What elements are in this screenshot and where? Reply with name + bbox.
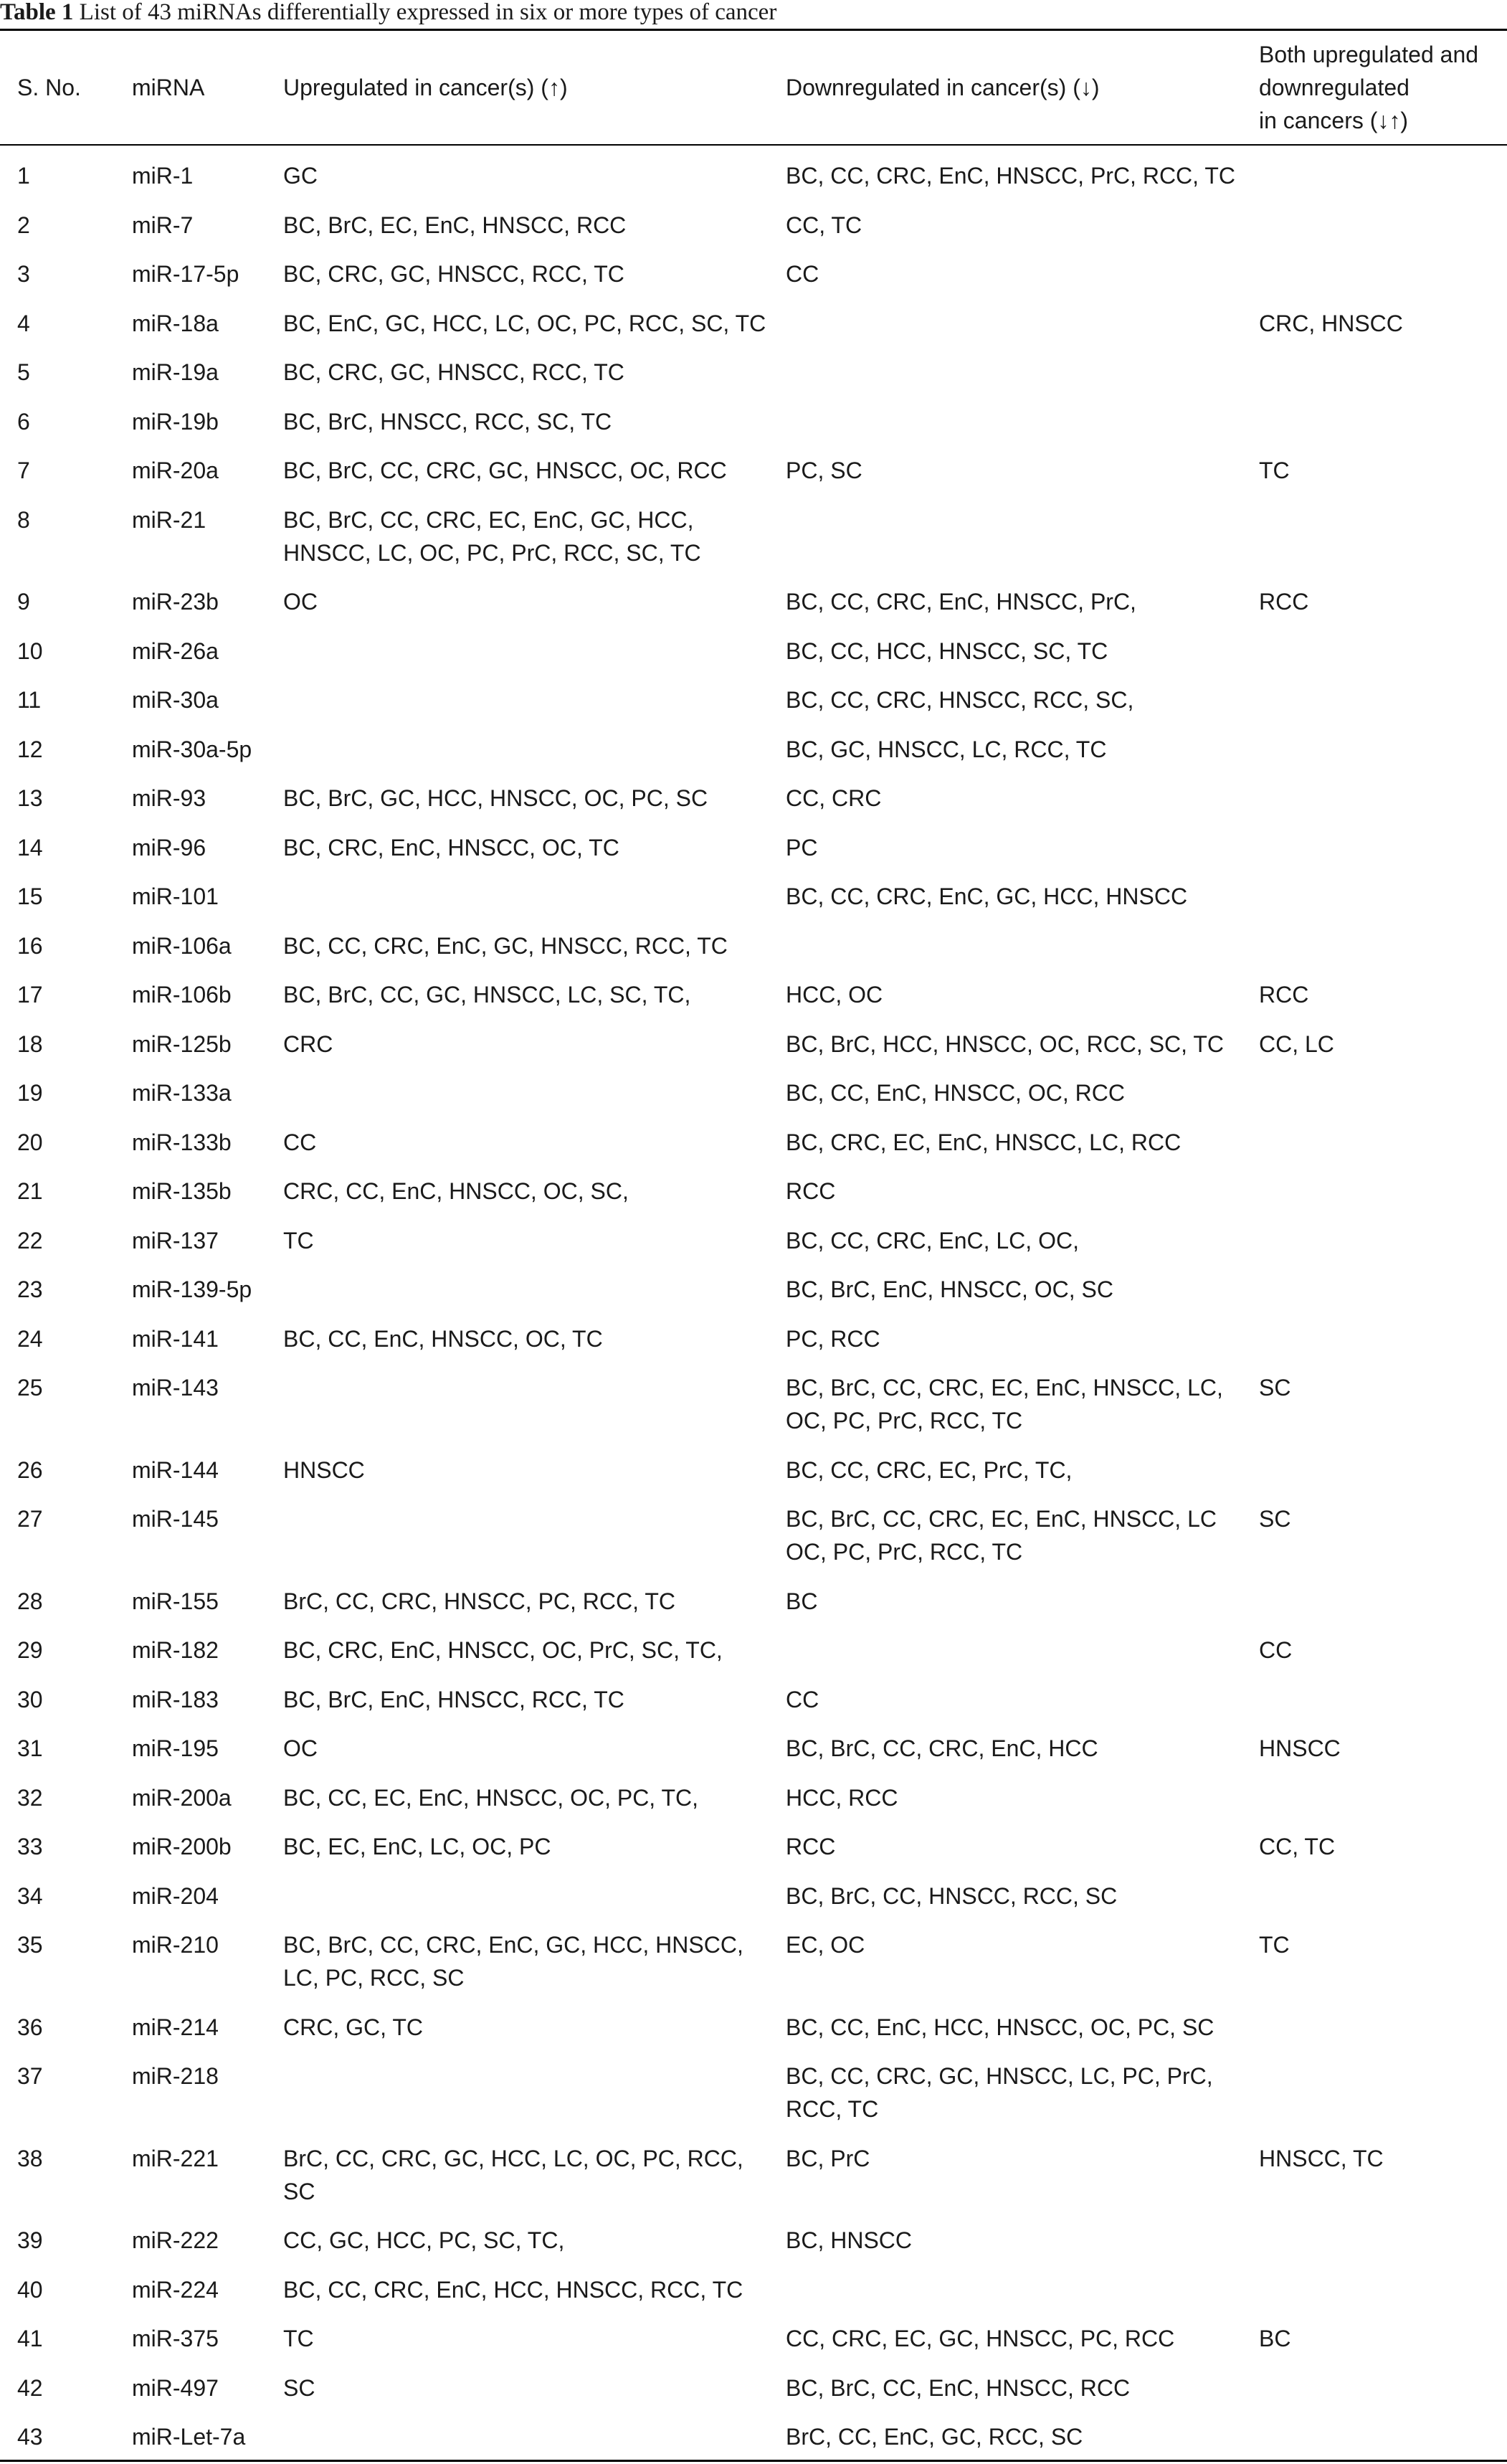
cell-sno: 4 — [17, 310, 30, 336]
cell-sno: 39 — [17, 2227, 43, 2253]
cell-downregulated: BC, BrC, CC, EnC, HNSCC, RCC — [786, 2374, 1131, 2401]
cell-downregulated: PC — [786, 834, 818, 861]
cell-sno: 29 — [17, 1637, 43, 1663]
cell-mirna: miR-204 — [132, 1882, 219, 1909]
cell-sno: 43 — [17, 2424, 43, 2450]
cell-downregulated: BC, CC, EnC, HCC, HNSCC, OC, PC, SC — [786, 2014, 1214, 2040]
cell-sno: 40 — [17, 2276, 43, 2303]
cell-downregulated: BC, CC, CRC, EC, PrC, TC, — [786, 1456, 1073, 1483]
cell-mirna: miR-155 — [132, 1588, 219, 1614]
cell-sno: 38 — [17, 2145, 43, 2171]
cell-sno: 17 — [17, 982, 43, 1008]
cell-sno: 19 — [17, 1080, 43, 1106]
cell-upregulated: BrC, CC, CRC, GC, HCC, LC, OC, PC, RCC, — [283, 2145, 743, 2171]
cell-downregulated: CC, TC — [786, 212, 862, 238]
cell-sno: 22 — [17, 1227, 43, 1254]
cell-upregulated: SC — [283, 2178, 315, 2204]
column-header-both-line: in cancers (↓↑) — [1259, 108, 1409, 133]
cell-downregulated: BC, BrC, CC, CRC, EnC, HCC — [786, 1735, 1098, 1761]
cell-upregulated: BC, CRC, EnC, HNSCC, OC, TC — [283, 834, 619, 861]
cell-downregulated: BC, BrC, CC, HNSCC, RCC, SC — [786, 1882, 1118, 1909]
cell-sno: 25 — [17, 1375, 43, 1401]
cell-mirna: miR-224 — [132, 2276, 219, 2303]
cell-downregulated: BC, CC, CRC, EnC, GC, HCC, HNSCC — [786, 883, 1188, 909]
table-caption-label: Table 1 — [0, 0, 74, 25]
cell-upregulated: CC — [283, 1129, 317, 1155]
cell-downregulated: OC, PC, PrC, RCC, TC — [786, 1539, 1023, 1565]
table-top-rule — [0, 29, 1507, 31]
cell-downregulated: BC, CC, CRC, HNSCC, RCC, SC, — [786, 687, 1134, 713]
cell-sno: 15 — [17, 883, 43, 909]
cell-upregulated: OC — [283, 589, 318, 615]
cell-downregulated: BC, CRC, EC, EnC, HNSCC, LC, RCC — [786, 1129, 1182, 1155]
cell-sno: 11 — [17, 687, 42, 713]
cell-upregulated: BC, EC, EnC, LC, OC, PC — [283, 1834, 551, 1859]
cell-downregulated: BC, CC, CRC, GC, HNSCC, LC, PC, PrC, — [786, 2063, 1213, 2089]
cell-mirna: miR-106b — [132, 982, 232, 1008]
cell-sno: 26 — [17, 1456, 43, 1483]
cell-upregulated: BC, BrC, CC, CRC, EnC, GC, HCC, HNSCC, — [283, 1932, 743, 1958]
cell-upregulated: TC — [283, 2326, 314, 2351]
cell-mirna: miR-101 — [132, 883, 219, 909]
cell-upregulated: BC, BrC, CC, GC, HNSCC, LC, SC, TC, — [283, 982, 691, 1008]
cell-mirna: miR-218 — [132, 2063, 219, 2089]
cell-mirna: miR-221 — [132, 2145, 219, 2171]
cell-sno: 6 — [17, 408, 30, 435]
cell-mirna: miR-23b — [132, 589, 219, 615]
cell-both: SC — [1259, 1506, 1291, 1532]
cell-sno: 24 — [17, 1325, 43, 1352]
cell-upregulated: HNSCC, LC, OC, PC, PrC, RCC, SC, TC — [283, 539, 701, 566]
cell-mirna: miR-144 — [132, 1456, 219, 1483]
cell-upregulated: LC, PC, RCC, SC — [283, 1965, 465, 1991]
cell-both: RCC — [1259, 589, 1309, 615]
cell-downregulated: PC, SC — [786, 458, 862, 483]
column-header-sno: S. No. — [17, 75, 81, 100]
cell-both: RCC — [1259, 982, 1309, 1008]
cell-downregulated: BC, CC, CRC, EnC, HNSCC, PrC, RCC, TC — [786, 163, 1236, 189]
cell-mirna: miR-106a — [132, 932, 232, 959]
cell-mirna: miR-96 — [132, 834, 206, 861]
cell-sno: 23 — [17, 1276, 43, 1302]
cell-mirna: miR-7 — [132, 212, 194, 238]
cell-both: TC — [1259, 458, 1290, 483]
cell-upregulated: BC, BrC, CC, CRC, EC, EnC, GC, HCC, — [283, 506, 694, 533]
cell-upregulated: OC — [283, 1735, 318, 1761]
cell-mirna: miR-137 — [132, 1227, 219, 1254]
column-header-mirna: miRNA — [132, 75, 205, 100]
cell-mirna: miR-30a — [132, 687, 219, 713]
cell-mirna: miR-19a — [132, 359, 219, 385]
table-header-rule — [0, 144, 1507, 146]
cell-sno: 31 — [17, 1735, 43, 1761]
column-header-both — [1259, 38, 1478, 137]
cell-mirna: miR-20a — [132, 458, 219, 483]
cell-mirna: miR-182 — [132, 1637, 219, 1663]
cell-downregulated: BC, HNSCC — [786, 2227, 913, 2253]
cell-mirna: miR-30a-5p — [132, 736, 252, 762]
cell-upregulated: BC, BrC, HNSCC, RCC, SC, TC — [283, 408, 612, 435]
cell-downregulated: CC — [786, 1686, 819, 1712]
cell-upregulated: BC, BrC, CC, CRC, GC, HNSCC, OC, RCC — [283, 458, 727, 483]
cell-upregulated: SC — [283, 2374, 315, 2401]
cell-sno: 16 — [17, 932, 43, 959]
cell-downregulated: BC, PrC — [786, 2145, 870, 2171]
cell-mirna: miR-195 — [132, 1735, 219, 1761]
cell-sno: 30 — [17, 1686, 43, 1712]
cell-mirna: miR-222 — [132, 2227, 219, 2253]
cell-mirna: miR-133a — [132, 1080, 232, 1106]
cell-mirna: miR-183 — [132, 1686, 219, 1712]
cell-upregulated: CRC, CC, EnC, HNSCC, OC, SC, — [283, 1178, 629, 1204]
cell-sno: 28 — [17, 1588, 43, 1614]
cell-upregulated: CRC — [283, 1030, 333, 1057]
table-caption — [0, 0, 776, 27]
cell-mirna: miR-133b — [132, 1129, 232, 1155]
cell-downregulated: BC, BrC, CC, CRC, EC, EnC, HNSCC, LC — [786, 1506, 1217, 1532]
column-header-both-line: downregulated — [1259, 75, 1409, 100]
cell-sno: 8 — [17, 506, 30, 533]
cell-upregulated: BC, CC, EnC, HNSCC, OC, TC — [283, 1325, 603, 1352]
cell-mirna: miR-19b — [132, 408, 219, 435]
cell-upregulated: BC, CRC, GC, HNSCC, RCC, TC — [283, 261, 624, 287]
cell-sno: 34 — [17, 1882, 43, 1909]
cell-downregulated: PC, RCC — [786, 1325, 880, 1352]
cell-downregulated: HCC, RCC — [786, 1784, 898, 1811]
cell-upregulated: BC, CC, CRC, EnC, GC, HNSCC, RCC, TC — [283, 932, 728, 959]
table-caption-text: List of 43 miRNAs differentially expressed in six or more types of cancer — [79, 0, 777, 25]
cell-mirna: miR-200a — [132, 1784, 232, 1811]
cell-mirna: miR-210 — [132, 1932, 219, 1958]
cell-downregulated: HCC, OC — [786, 982, 883, 1008]
cell-upregulated: BC, CRC, EnC, HNSCC, OC, PrC, SC, TC, — [283, 1637, 723, 1663]
cell-mirna: miR-200b — [132, 1834, 232, 1859]
cell-downregulated: RCC, TC — [786, 2096, 879, 2122]
cell-sno: 13 — [17, 785, 43, 811]
cell-upregulated: TC — [283, 1227, 314, 1254]
cell-upregulated: BC, BrC, EnC, HNSCC, RCC, TC — [283, 1686, 624, 1712]
cell-mirna: miR-26a — [132, 638, 219, 664]
cell-downregulated: BC, CC, CRC, EnC, HNSCC, PrC, — [786, 589, 1136, 615]
cell-both: BC — [1259, 2326, 1291, 2351]
cell-sno: 7 — [17, 458, 30, 483]
cell-downregulated: BrC, CC, EnC, GC, RCC, SC — [786, 2424, 1083, 2450]
cell-upregulated: HNSCC — [283, 1456, 365, 1483]
cell-sno: 36 — [17, 2014, 43, 2040]
cell-upregulated: BC, CC, EC, EnC, HNSCC, OC, PC, TC, — [283, 1784, 699, 1811]
cell-downregulated: BC, CC, HCC, HNSCC, SC, TC — [786, 638, 1108, 664]
cell-sno: 1 — [17, 163, 30, 189]
cell-mirna: miR-93 — [132, 785, 206, 811]
cell-sno: 5 — [17, 359, 30, 385]
cell-both: CC, TC — [1259, 1834, 1336, 1859]
cell-mirna: miR-21 — [132, 506, 206, 533]
cell-sno: 35 — [17, 1932, 43, 1958]
cell-sno: 27 — [17, 1506, 43, 1532]
cell-upregulated: BrC, CC, CRC, HNSCC, PC, RCC, TC — [283, 1588, 675, 1614]
cell-both: HNSCC, TC — [1259, 2145, 1384, 2171]
cell-sno: 42 — [17, 2374, 43, 2401]
cell-downregulated: CC — [786, 261, 819, 287]
cell-mirna: miR-497 — [132, 2374, 219, 2401]
cell-mirna: miR-141 — [132, 1325, 219, 1352]
cell-downregulated: BC — [786, 1588, 818, 1614]
cell-mirna: miR-125b — [132, 1030, 232, 1057]
cell-downregulated: CC, CRC, EC, GC, HNSCC, PC, RCC — [786, 2326, 1175, 2351]
column-header-downregulated: Downregulated in cancer(s) (↓) — [786, 75, 1100, 100]
cell-sno: 12 — [17, 736, 43, 762]
cell-both: TC — [1259, 1932, 1290, 1958]
cell-sno: 21 — [17, 1178, 43, 1204]
cell-both: CC — [1259, 1637, 1293, 1663]
cell-sno: 33 — [17, 1834, 43, 1859]
cell-downregulated: RCC — [786, 1178, 836, 1204]
cell-upregulated: BC, BrC, EC, EnC, HNSCC, RCC — [283, 212, 627, 238]
cell-sno: 2 — [17, 212, 30, 238]
cell-sno: 32 — [17, 1784, 43, 1811]
cell-mirna: miR-17-5p — [132, 261, 239, 287]
column-header-both-line: Both upregulated and — [1259, 42, 1479, 67]
cell-mirna: miR-135b — [132, 1178, 232, 1204]
cell-mirna: miR-145 — [132, 1506, 219, 1532]
cell-downregulated: EC, OC — [786, 1932, 865, 1958]
cell-upregulated: GC — [283, 163, 318, 189]
cell-upregulated: CC, GC, HCC, PC, SC, TC, — [283, 2227, 565, 2253]
cell-downregulated: OC, PC, PrC, RCC, TC — [786, 1408, 1023, 1434]
cell-mirna: miR-18a — [132, 310, 219, 336]
cell-downregulated: BC, CC, EnC, HNSCC, OC, RCC — [786, 1080, 1125, 1106]
cell-mirna: miR-139-5p — [132, 1276, 252, 1302]
cell-mirna: miR-214 — [132, 2014, 219, 2040]
table-bottom-rule — [0, 2460, 1507, 2462]
cell-upregulated: BC, EnC, GC, HCC, LC, OC, PC, RCC, SC, TC — [283, 310, 766, 336]
cell-downregulated: RCC — [786, 1834, 836, 1859]
cell-sno: 14 — [17, 834, 43, 861]
cell-both: HNSCC — [1259, 1735, 1341, 1761]
cell-both: CC, LC — [1259, 1030, 1334, 1057]
cell-sno: 10 — [17, 638, 43, 664]
cell-sno: 3 — [17, 261, 30, 287]
cell-sno: 37 — [17, 2063, 43, 2089]
cell-upregulated: BC, BrC, GC, HCC, HNSCC, OC, PC, SC — [283, 785, 708, 811]
cell-upregulated: CRC, GC, TC — [283, 2014, 423, 2040]
cell-downregulated: CC, CRC — [786, 785, 882, 811]
cell-sno: 41 — [17, 2326, 43, 2351]
cell-sno: 18 — [17, 1030, 43, 1057]
cell-both: SC — [1259, 1375, 1291, 1401]
column-header-upregulated: Upregulated in cancer(s) (↑) — [283, 75, 568, 100]
cell-mirna: miR-Let-7a — [132, 2424, 246, 2450]
cell-downregulated: BC, GC, HNSCC, LC, RCC, TC — [786, 736, 1107, 762]
cell-downregulated: BC, BrC, HCC, HNSCC, OC, RCC, SC, TC — [786, 1030, 1224, 1057]
cell-sno: 20 — [17, 1129, 43, 1155]
cell-upregulated: BC, CRC, GC, HNSCC, RCC, TC — [283, 359, 624, 385]
cell-downregulated: BC, BrC, CC, CRC, EC, EnC, HNSCC, LC, — [786, 1375, 1223, 1401]
cell-mirna: miR-375 — [132, 2326, 219, 2351]
cell-downregulated: BC, CC, CRC, EnC, LC, OC, — [786, 1227, 1079, 1254]
cell-mirna: miR-143 — [132, 1375, 219, 1401]
cell-both: CRC, HNSCC — [1259, 310, 1403, 336]
cell-downregulated: BC, BrC, EnC, HNSCC, OC, SC — [786, 1276, 1113, 1302]
cell-sno: 9 — [17, 589, 30, 615]
cell-mirna: miR-1 — [132, 163, 194, 189]
cell-upregulated: BC, CC, CRC, EnC, HCC, HNSCC, RCC, TC — [283, 2276, 743, 2303]
